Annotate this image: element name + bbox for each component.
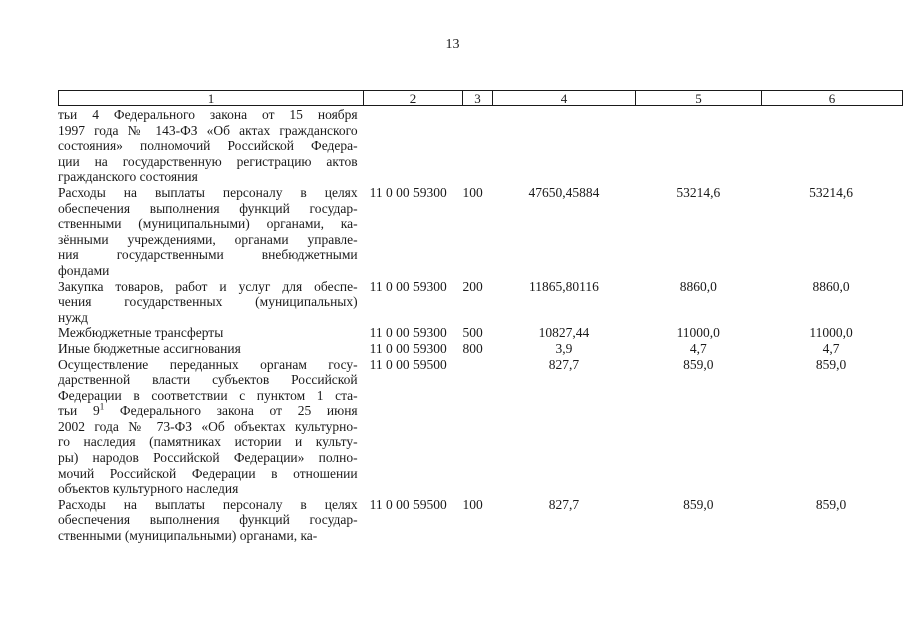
expense-type	[463, 107, 493, 185]
row-description	[58, 325, 358, 341]
description-line: го наследия (памятниках истории и культу-	[58, 434, 358, 450]
value-col-6	[761, 107, 901, 185]
value-col-5	[635, 107, 761, 185]
expense-type: 500	[462, 325, 483, 341]
budget-code: 11 0 00 59300	[369, 184, 447, 200]
table-row	[58, 325, 901, 341]
value-col-5: 8860,0	[679, 278, 717, 294]
description-line: гражданского состояния	[58, 169, 198, 185]
row-description	[58, 107, 358, 185]
budget-code: 11 0 00 59300	[369, 278, 447, 294]
row-description	[58, 357, 358, 497]
description-line: Расходы на выплаты персоналу в целях	[58, 184, 358, 200]
expense-type	[463, 357, 493, 497]
description-line: Федерации в соответствии с пунктом 1 ста-	[58, 387, 358, 403]
description-line: Осуществление переданных органам госу-	[58, 356, 358, 372]
description-line: тьи $9^1$ Федерального закона от 25 июня	[58, 401, 358, 419]
expense-type: 200	[462, 278, 483, 294]
row-description	[58, 279, 358, 326]
value-col-5: 859,0	[683, 356, 714, 372]
row-description	[58, 341, 358, 357]
value-col-4: 47650,45884	[528, 184, 600, 200]
table-row	[58, 107, 901, 185]
table-row	[58, 279, 901, 326]
table-row	[58, 185, 901, 279]
value-col-6: 8860,0	[812, 278, 850, 294]
budget-code: 11 0 00 59300	[369, 325, 447, 341]
value-col-6: 859,0	[815, 356, 847, 372]
value-col-5: 859,0	[683, 496, 714, 512]
header-col-6: 6	[828, 91, 836, 106]
table-row	[58, 341, 901, 357]
budget-code: 11 0 00 59500	[369, 356, 447, 372]
table-row	[58, 497, 901, 544]
description-line: объектов культурного наследия	[58, 481, 239, 497]
value-col-4: 11865,80116	[528, 278, 599, 294]
value-col-5: 11000,0	[676, 325, 720, 341]
value-col-5: 4,7	[689, 340, 707, 356]
expense-type: 100	[462, 184, 483, 200]
description-line: Закупка товаров, работ и услуг для обеспе-	[58, 278, 358, 294]
row-description	[58, 497, 358, 544]
description-line: ры) народов Российской Федерации» полно-	[58, 450, 358, 466]
value-col-6: 859,0	[815, 496, 847, 512]
page-number: 13	[445, 37, 460, 52]
description-line: обеспечения выполнения функций государ-	[58, 512, 358, 528]
description-line: 2002 года № 73-ФЗ «Об объектах культурно-	[58, 418, 358, 434]
header-col-2: 2	[364, 91, 463, 105]
description-line: тьи 4 Федерального закона от 15 ноября	[58, 107, 358, 122]
expense-type: 800	[462, 340, 483, 356]
description-line: ции на государственную регистрацию актов	[58, 153, 358, 169]
header-col-5: 5	[636, 91, 762, 105]
header-col-1: 1	[59, 91, 364, 105]
table-row	[58, 357, 901, 497]
header-col-3: 3	[463, 91, 493, 105]
value-col-6: 4,7	[822, 340, 840, 356]
description-line: дарственной власти субъектов Российской	[58, 372, 358, 388]
description-line: Межбюджетные трансферты	[58, 325, 224, 341]
expense-type: 100	[462, 496, 483, 512]
budget-code: 11 0 00 59300	[369, 340, 447, 356]
value-col-5: 53214,6	[676, 184, 721, 200]
description-line: зёнными учреждениями, органами управле-	[58, 231, 358, 247]
table-header	[58, 90, 903, 106]
description-line: 1997 года № 143-ФЗ «Об актах гражданского	[58, 122, 358, 138]
table-body	[58, 107, 901, 544]
value-col-4: 827,7	[548, 496, 580, 512]
value-col-4: 827,7	[548, 356, 580, 372]
value-col-6: 11000,0	[809, 325, 853, 341]
description-line: Расходы на выплаты персоналу в целях	[58, 496, 358, 512]
description-line: нужд	[58, 309, 88, 325]
description-line: фондами	[58, 262, 110, 278]
description-line: Иные бюджетные ассигнования	[58, 340, 241, 356]
description-line: обеспечения выполнения функций государ-	[58, 200, 358, 216]
budget-code	[358, 107, 463, 185]
description-line: ственными (муниципальными) органами, ка-	[58, 528, 318, 544]
description-line: мочий Российской Федерации в отношении	[58, 465, 358, 481]
value-col-6: 53214,6	[809, 184, 854, 200]
row-description	[58, 185, 358, 279]
value-col-4	[493, 107, 636, 185]
budget-code: 11 0 00 59500	[369, 496, 447, 512]
header-col-4: 4	[493, 91, 636, 105]
description-line: ственными (муниципальными) органами, ка-	[58, 216, 358, 232]
description-line: состояния» полномочий Российской Федера-	[58, 138, 358, 154]
description-line: ния государственными внебюджетными	[58, 247, 358, 263]
description-line: чения государственных (муниципальных)	[58, 294, 358, 310]
value-col-4: 3,9	[555, 340, 573, 356]
value-col-4: 10827,44	[538, 325, 590, 341]
